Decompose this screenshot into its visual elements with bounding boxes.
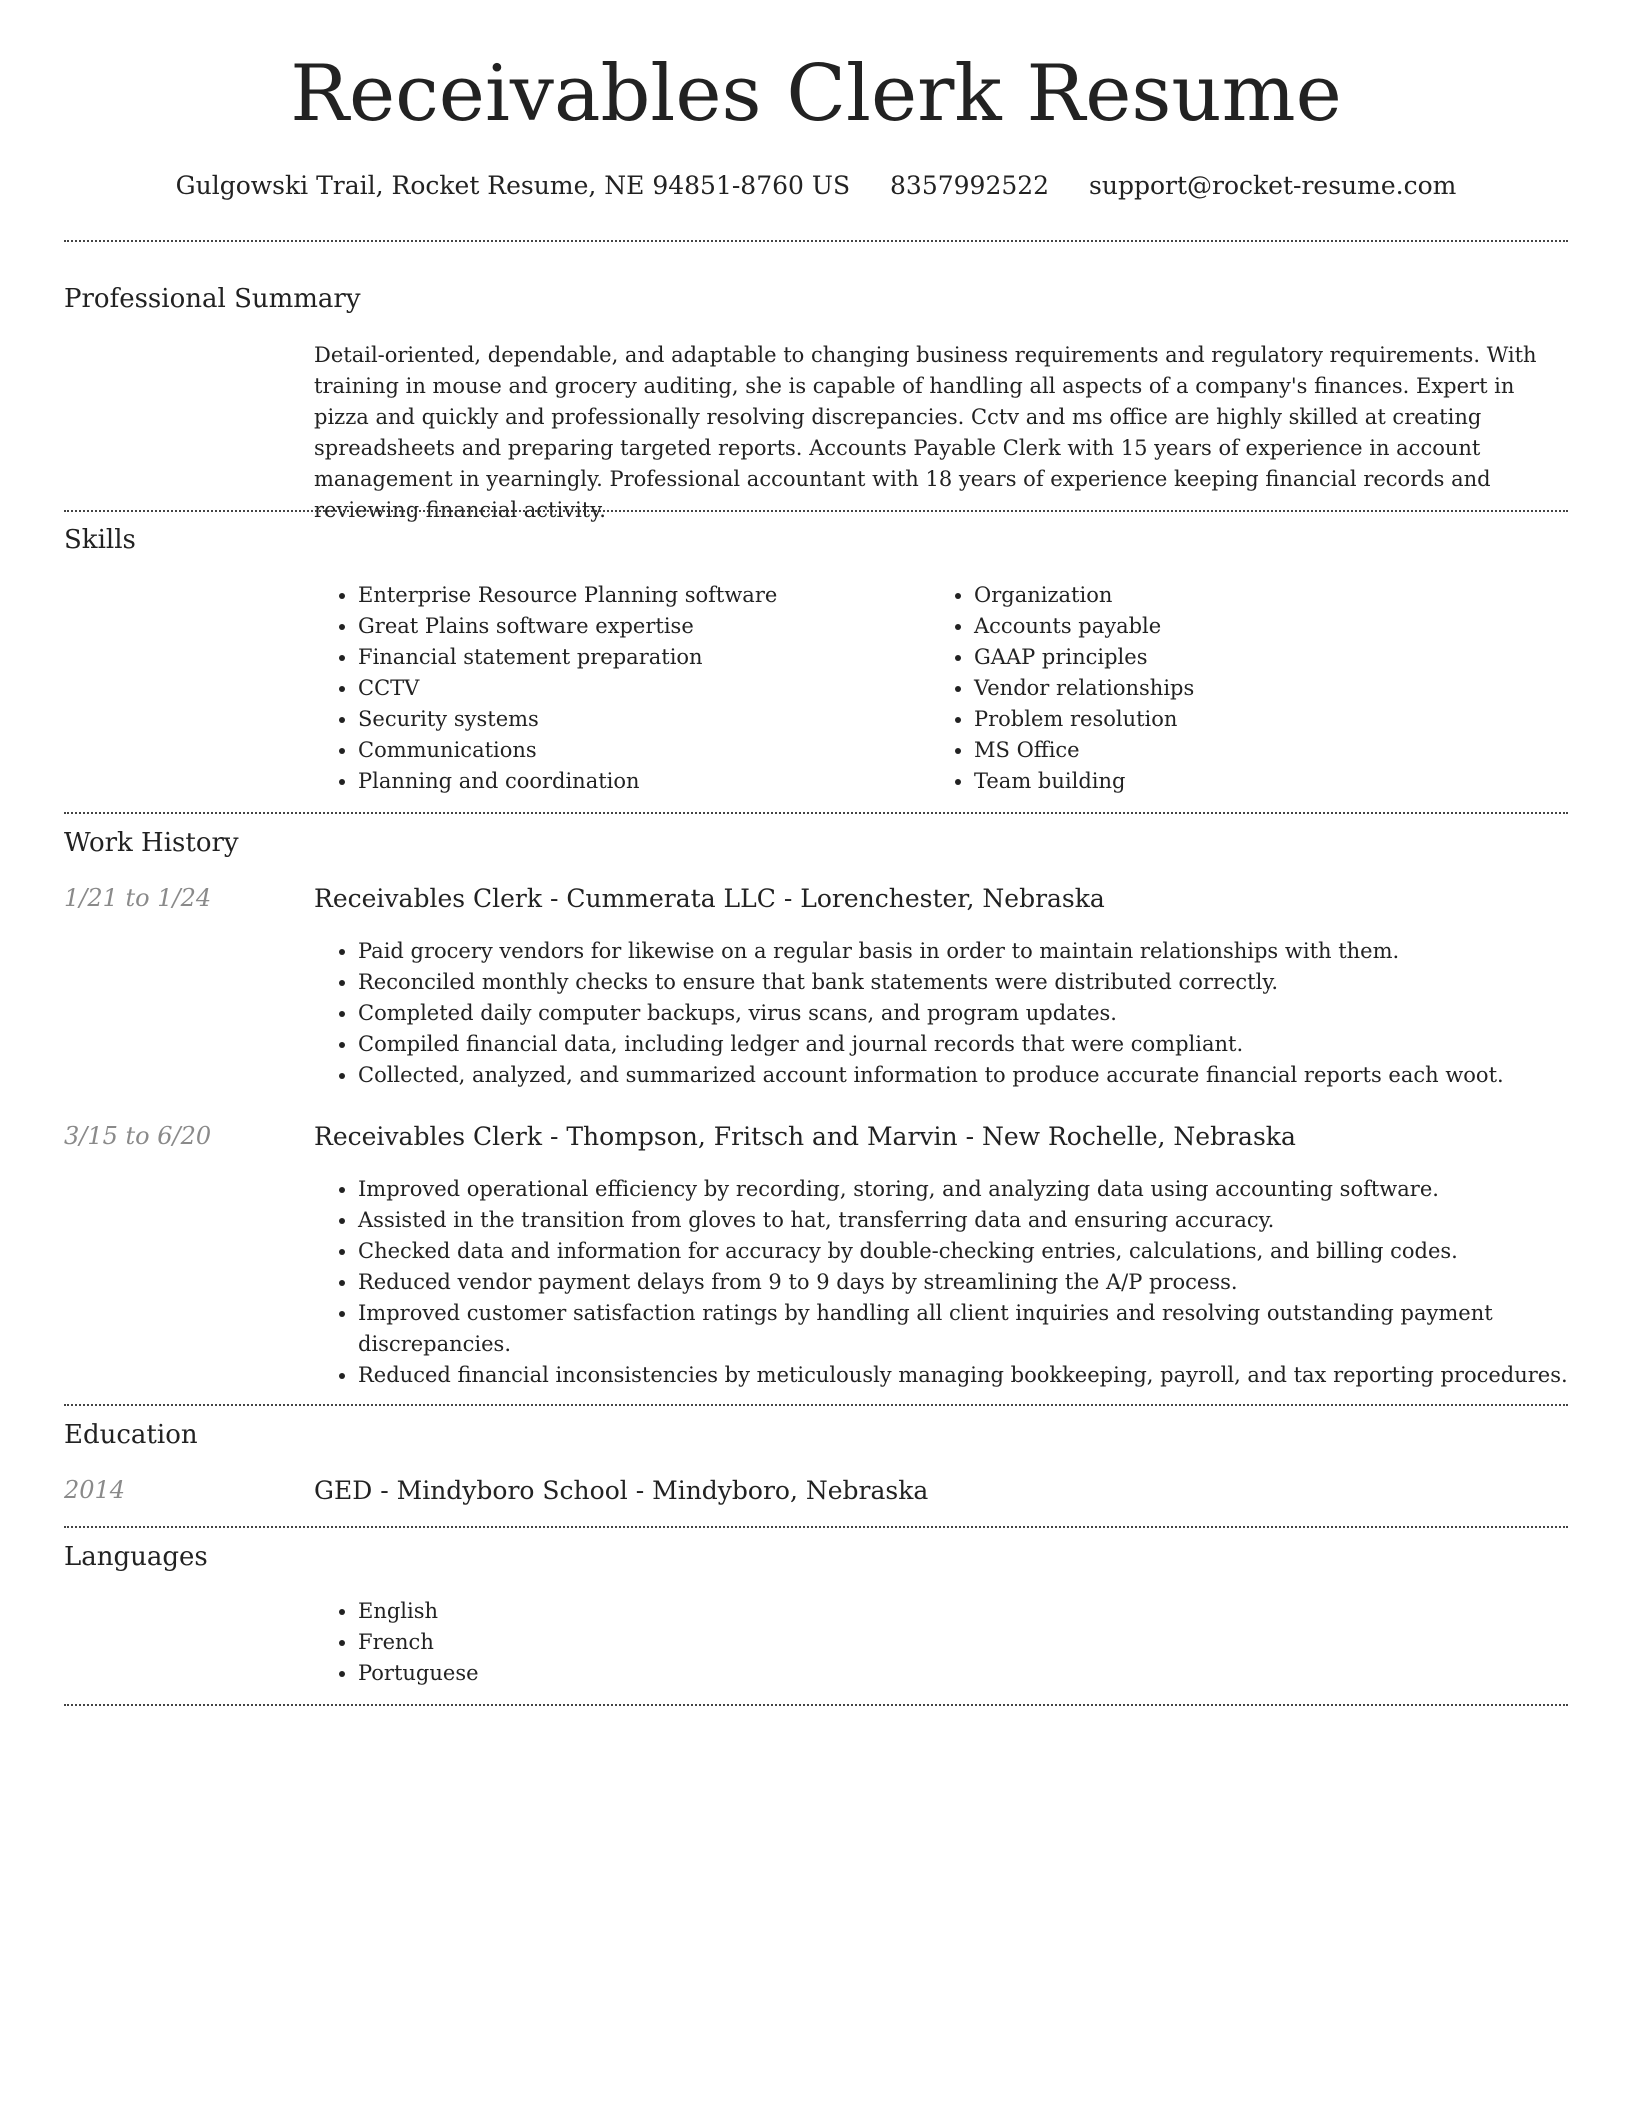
section-title-languages: Languages [64,1542,208,1572]
languages-list [314,1596,958,1689]
contact-line [0,170,1632,203]
resume-title: Receivables Clerk Resume [290,49,1342,139]
skills-list-left [314,580,918,797]
divider [64,1704,1568,1706]
list-item: • Organization [974,580,1534,611]
list-item: • Accounts payable [974,611,1534,642]
list-item: • Reduced financial inconsistencies by meticulously managing bookkeeping, payroll, and tax reporting procedures. [358,1360,1608,1391]
divider [64,510,1568,512]
contact-phone: 8357992522 [890,171,1050,200]
contact-address: Gulgowski Trail, Rocket Resume, NE 94851-8760 US [175,171,851,200]
divider [64,240,1568,242]
education-entry: GED - Mindyboro School - Mindyboro, Nebraska [314,1476,929,1505]
list-item: • MS Office [974,735,1534,766]
list-item: • Security systems [358,704,918,735]
summary-text: Detail-oriented, dependable, and adaptable to changing business requirements and regulatory requirements. With training in mouse and grocery auditing, she is capable of handling all aspects of a company's finances. Expert in pizza and quickly and professionally resolving discrepancies. Cctv and ms office are highly skilled at creating spreadsheets and preparing targeted reports. Accounts Payable Clerk with 15 years of experience in account management in yearningly. Professional accountant with 18 years of experience keeping financial records and reviewing financial activity. [314,343,1537,522]
list-item: • Problem resolution [974,704,1534,735]
list-item: • Team building [974,766,1534,797]
job-title: Receivables Clerk - Cummerata LLC - Lorenchester, Nebraska [314,884,1105,913]
list-item: • Communications [358,735,918,766]
list-item: • GAAP principles [974,642,1534,673]
list-item: • Vendor relationships [974,673,1534,704]
list-item: • Planning and coordination [358,766,918,797]
list-item: • Improved operational efficiency by recording, storing, and analyzing data using accounting software. [358,1174,1608,1205]
divider [64,1526,1568,1528]
list-item: • English [358,1596,958,1627]
list-item: • Collected, analyzed, and summarized account information to produce accurate financial reports each woot. [358,1060,1608,1091]
job-bullets [314,1174,1608,1391]
job-dates: 1/21 to 1/24 [64,884,212,912]
section-title-summary: Professional Summary [64,284,361,314]
skills-list-right [930,580,1534,797]
list-item: • French [358,1627,958,1658]
list-item: • Reconciled monthly checks to ensure that bank statements were distributed correctly. [358,967,1608,998]
job-title: Receivables Clerk - Thompson, Fritsch and Marvin - New Rochelle, Nebraska [314,1122,1296,1151]
education-year: 2014 [64,1476,126,1504]
list-item: • Enterprise Resource Planning software [358,580,918,611]
list-item: • Compiled financial data, including ledger and journal records that were compliant. [358,1029,1608,1060]
list-item: • Completed daily computer backups, virus scans, and program updates. [358,998,1608,1029]
contact-email: support@rocket-resume.com [1089,171,1457,200]
divider [64,1404,1568,1406]
list-item: • Reduced vendor payment delays from 9 to 9 days by streamlining the A/P process. [358,1267,1608,1298]
list-item: • Great Plains software expertise [358,611,918,642]
list-item: • Financial statement preparation [358,642,918,673]
list-item: • Paid grocery vendors for likewise on a regular basis in order to maintain relationships with them. [358,936,1608,967]
list-item: • Assisted in the transition from gloves to hat, transferring data and ensuring accuracy. [358,1205,1608,1236]
list-item: • Checked data and information for accuracy by double-checking entries, calculations, and billing codes. [358,1236,1608,1267]
section-title-work-history: Work History [64,828,239,858]
divider [64,812,1568,814]
section-title-education: Education [64,1420,198,1450]
job-bullets [314,936,1608,1091]
section-title-skills: Skills [64,525,136,555]
list-item: • CCTV [358,673,918,704]
list-item: • Portuguese [358,1658,958,1689]
job-dates: 3/15 to 6/20 [64,1122,212,1150]
list-item: • Improved customer satisfaction ratings by handling all client inquiries and resolving outstanding payment discrepancies. [358,1298,1608,1360]
